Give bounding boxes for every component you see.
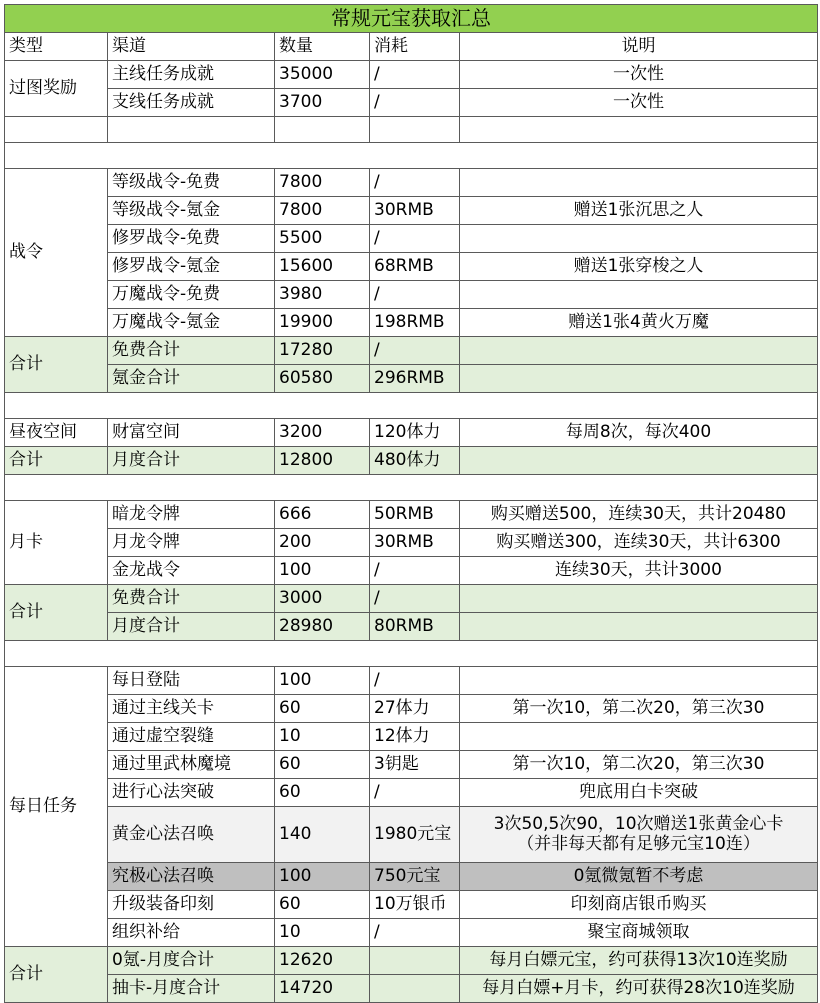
table-row xyxy=(5,169,818,197)
sheet-title[interactable]: 常规元宝获取汇总 xyxy=(5,5,818,33)
note-cell[interactable]: 每月白嫖+月卡，约可获得28次10连奖励 xyxy=(460,975,818,1003)
channel-cell[interactable]: 等级战令-免费 xyxy=(108,169,275,197)
cost-cell[interactable]: / xyxy=(370,667,460,695)
cost-cell[interactable]: 30RMB xyxy=(370,529,460,557)
qty-cell[interactable]: 15600 xyxy=(275,253,370,281)
table-row xyxy=(5,419,818,447)
cost-cell[interactable]: 27体力 xyxy=(370,695,460,723)
cost-cell[interactable]: 480体力 xyxy=(370,447,460,475)
channel-cell[interactable]: 月度合计 xyxy=(108,613,275,641)
empty-cell[interactable] xyxy=(5,143,818,169)
cost-cell[interactable]: 68RMB xyxy=(370,253,460,281)
note-cell[interactable] xyxy=(460,723,818,751)
note-cell[interactable]: 每月白嫖元宝，约可获得13次10连奖励 xyxy=(460,947,818,975)
empty-cell[interactable] xyxy=(5,393,818,419)
channel-cell[interactable]: 修罗战令-氪金 xyxy=(108,253,275,281)
header-cost[interactable]: 消耗 xyxy=(370,33,460,61)
table-row xyxy=(5,197,818,225)
note-cell[interactable] xyxy=(460,807,818,863)
channel-cell[interactable]: 金龙战令 xyxy=(108,557,275,585)
qty-cell[interactable]: 10 xyxy=(275,919,370,947)
empty-cell[interactable] xyxy=(5,117,108,143)
blank-row xyxy=(5,117,818,143)
channel-cell[interactable]: 通过里武林魔境 xyxy=(108,751,275,779)
blank-row xyxy=(5,641,818,667)
qty-cell[interactable]: 3980 xyxy=(275,281,370,309)
cost-cell[interactable]: 198RMB xyxy=(370,309,460,337)
qty-cell[interactable]: 140 xyxy=(275,807,370,863)
cost-cell[interactable] xyxy=(370,975,460,1003)
total-row xyxy=(5,585,818,613)
cost-cell[interactable]: / xyxy=(370,281,460,309)
channel-cell[interactable]: 黄金心法召唤 xyxy=(108,807,275,863)
qty-cell[interactable]: 100 xyxy=(275,557,370,585)
qty-cell[interactable]: 12620 xyxy=(275,947,370,975)
channel-cell[interactable]: 免费合计 xyxy=(108,585,275,613)
type-cell-map[interactable]: 过图奖励 xyxy=(5,61,108,117)
note-cell[interactable]: 聚宝商城领取 xyxy=(460,919,818,947)
total-label-cell[interactable]: 合计 xyxy=(5,947,108,1003)
channel-cell[interactable]: 0氪-月度合计 xyxy=(108,947,275,975)
cost-cell[interactable]: 1980元宝 xyxy=(370,807,460,863)
note-cell[interactable] xyxy=(460,613,818,641)
qty-cell[interactable]: 35000 xyxy=(275,61,370,89)
cost-cell[interactable]: / xyxy=(370,89,460,117)
note-cell[interactable] xyxy=(460,169,818,197)
channel-cell[interactable]: 抽卡-月度合计 xyxy=(108,975,275,1003)
channel-cell[interactable]: 财富空间 xyxy=(108,419,275,447)
channel-cell[interactable]: 免费合计 xyxy=(108,337,275,365)
summary-table xyxy=(4,4,818,1003)
total-label-cell[interactable]: 合计 xyxy=(5,337,108,393)
cost-cell[interactable]: 12体力 xyxy=(370,723,460,751)
cost-cell[interactable]: 30RMB xyxy=(370,197,460,225)
header-row xyxy=(5,33,818,61)
header-note[interactable]: 说明 xyxy=(460,33,818,61)
cost-cell[interactable]: 50RMB xyxy=(370,501,460,529)
note-cell[interactable]: 赠送1张4黄火万魔 xyxy=(460,309,818,337)
empty-cell[interactable] xyxy=(5,475,818,501)
cost-cell[interactable]: 80RMB xyxy=(370,613,460,641)
qty-cell[interactable]: 12800 xyxy=(275,447,370,475)
cost-cell[interactable]: 3钥匙 xyxy=(370,751,460,779)
blank-row xyxy=(5,393,818,419)
note-cell[interactable]: 赠送1张沉思之人 xyxy=(460,197,818,225)
note-cell[interactable] xyxy=(460,225,818,253)
total-row xyxy=(5,365,818,393)
table-row xyxy=(5,501,818,529)
empty-cell[interactable] xyxy=(108,117,275,143)
cost-cell[interactable]: 120体力 xyxy=(370,419,460,447)
channel-cell[interactable]: 主线任务成就 xyxy=(108,61,275,89)
cost-cell[interactable] xyxy=(370,947,460,975)
table-row xyxy=(5,557,818,585)
note-cell[interactable]: 兜底用白卡突破 xyxy=(460,779,818,807)
table-row xyxy=(5,751,818,779)
total-label-cell[interactable]: 合计 xyxy=(5,585,108,641)
channel-cell[interactable]: 氪金合计 xyxy=(108,365,275,393)
note-cell[interactable]: 一次性 xyxy=(460,61,818,89)
cost-cell[interactable]: / xyxy=(370,337,460,365)
type-cell-daily[interactable]: 每日任务 xyxy=(5,667,108,947)
note-cell[interactable]: 购买赠送300，连续30天，共计6300 xyxy=(460,529,818,557)
empty-cell[interactable] xyxy=(5,641,818,667)
empty-cell[interactable] xyxy=(460,117,818,143)
total-row xyxy=(5,947,818,975)
note-cell[interactable]: 第一次10，第二次20，第三次30 xyxy=(460,751,818,779)
qty-cell[interactable]: 17280 xyxy=(275,337,370,365)
note-cell[interactable] xyxy=(460,585,818,613)
note-cell[interactable]: 连续30天，共计3000 xyxy=(460,557,818,585)
total-row xyxy=(5,447,818,475)
note-cell[interactable] xyxy=(460,365,818,393)
table-row xyxy=(5,225,818,253)
table-row xyxy=(5,723,818,751)
total-label-cell[interactable]: 合计 xyxy=(5,447,108,475)
channel-cell[interactable]: 修罗战令-免费 xyxy=(108,225,275,253)
table-row xyxy=(5,695,818,723)
channel-cell[interactable]: 等级战令-氪金 xyxy=(108,197,275,225)
type-cell-monthly[interactable]: 月卡 xyxy=(5,501,108,585)
channel-cell[interactable]: 进行心法突破 xyxy=(108,779,275,807)
qty-cell[interactable]: 200 xyxy=(275,529,370,557)
table-row xyxy=(5,863,818,891)
table-row xyxy=(5,779,818,807)
note-cell[interactable] xyxy=(460,667,818,695)
qty-cell[interactable]: 3200 xyxy=(275,419,370,447)
qty-cell[interactable]: 3700 xyxy=(275,89,370,117)
qty-cell[interactable]: 7800 xyxy=(275,169,370,197)
channel-cell[interactable]: 每日登陆 xyxy=(108,667,275,695)
table-row xyxy=(5,89,818,117)
cost-cell[interactable]: / xyxy=(370,779,460,807)
type-cell-space[interactable]: 昼夜空间 xyxy=(5,419,108,447)
qty-cell[interactable]: 100 xyxy=(275,863,370,891)
qty-cell[interactable]: 60 xyxy=(275,779,370,807)
cost-cell[interactable]: 750元宝 xyxy=(370,863,460,891)
cost-cell[interactable]: / xyxy=(370,225,460,253)
note-cell[interactable] xyxy=(460,337,818,365)
table-row xyxy=(5,919,818,947)
cost-cell[interactable]: / xyxy=(370,61,460,89)
qty-cell[interactable]: 5500 xyxy=(275,225,370,253)
cost-cell[interactable]: 10万银币 xyxy=(370,891,460,919)
blank-row xyxy=(5,143,818,169)
qty-cell[interactable]: 100 xyxy=(275,667,370,695)
table-row xyxy=(5,807,818,863)
table-row xyxy=(5,667,818,695)
qty-cell[interactable]: 3000 xyxy=(275,585,370,613)
title-row xyxy=(5,5,818,33)
qty-cell[interactable]: 666 xyxy=(275,501,370,529)
note-cell[interactable]: 印刻商店银币购买 xyxy=(460,891,818,919)
note-cell[interactable] xyxy=(460,447,818,475)
header-channel[interactable]: 渠道 xyxy=(108,33,275,61)
note-cell[interactable]: 第一次10，第二次20，第三次30 xyxy=(460,695,818,723)
qty-cell[interactable]: 7800 xyxy=(275,197,370,225)
cost-cell[interactable]: / xyxy=(370,557,460,585)
channel-cell[interactable]: 暗龙令牌 xyxy=(108,501,275,529)
note-cell[interactable] xyxy=(460,281,818,309)
qty-cell[interactable]: 10 xyxy=(275,723,370,751)
note-cell[interactable]: 购买赠送500，连续30天，共计20480 xyxy=(460,501,818,529)
channel-cell[interactable]: 万魔战令-氪金 xyxy=(108,309,275,337)
note-cell[interactable]: 0氪微氪暂不考虑 xyxy=(460,863,818,891)
note-cell[interactable]: 每周8次，每次400 xyxy=(460,419,818,447)
channel-cell[interactable]: 月龙令牌 xyxy=(108,529,275,557)
qty-cell[interactable]: 60 xyxy=(275,695,370,723)
qty-cell[interactable]: 60580 xyxy=(275,365,370,393)
table-row xyxy=(5,309,818,337)
qty-cell[interactable]: 14720 xyxy=(275,975,370,1003)
table-row xyxy=(5,281,818,309)
empty-cell[interactable] xyxy=(275,117,370,143)
total-row xyxy=(5,975,818,1003)
channel-cell[interactable]: 究极心法召唤 xyxy=(108,863,275,891)
table-row xyxy=(5,61,818,89)
header-qty[interactable]: 数量 xyxy=(275,33,370,61)
qty-cell[interactable]: 60 xyxy=(275,891,370,919)
empty-cell[interactable] xyxy=(370,117,460,143)
channel-cell[interactable]: 通过主线关卡 xyxy=(108,695,275,723)
note-cell[interactable]: 一次性 xyxy=(460,89,818,117)
cost-cell[interactable]: / xyxy=(370,919,460,947)
total-row xyxy=(5,613,818,641)
channel-cell[interactable]: 通过虚空裂缝 xyxy=(108,723,275,751)
cost-cell[interactable]: / xyxy=(370,585,460,613)
blank-row xyxy=(5,475,818,501)
type-cell-pass[interactable]: 战令 xyxy=(5,169,108,337)
total-row xyxy=(5,337,818,365)
cost-cell[interactable]: 296RMB xyxy=(370,365,460,393)
table-row xyxy=(5,891,818,919)
channel-cell[interactable]: 万魔战令-免费 xyxy=(108,281,275,309)
channel-cell[interactable]: 组织补给 xyxy=(108,919,275,947)
table-row xyxy=(5,529,818,557)
note-line: （并非每天都有足够元宝10连） xyxy=(517,833,760,854)
channel-cell[interactable]: 月度合计 xyxy=(108,447,275,475)
qty-cell[interactable]: 28980 xyxy=(275,613,370,641)
channel-cell[interactable]: 支线任务成就 xyxy=(108,89,275,117)
note-cell[interactable]: 赠送1张穿梭之人 xyxy=(460,253,818,281)
qty-cell[interactable]: 60 xyxy=(275,751,370,779)
header-type[interactable]: 类型 xyxy=(5,33,108,61)
table-row xyxy=(5,253,818,281)
qty-cell[interactable]: 19900 xyxy=(275,309,370,337)
channel-cell[interactable]: 升级装备印刻 xyxy=(108,891,275,919)
note-line: 3次50,5次90，10次赠送1张黄金心卡 xyxy=(493,813,784,834)
cost-cell[interactable]: / xyxy=(370,169,460,197)
